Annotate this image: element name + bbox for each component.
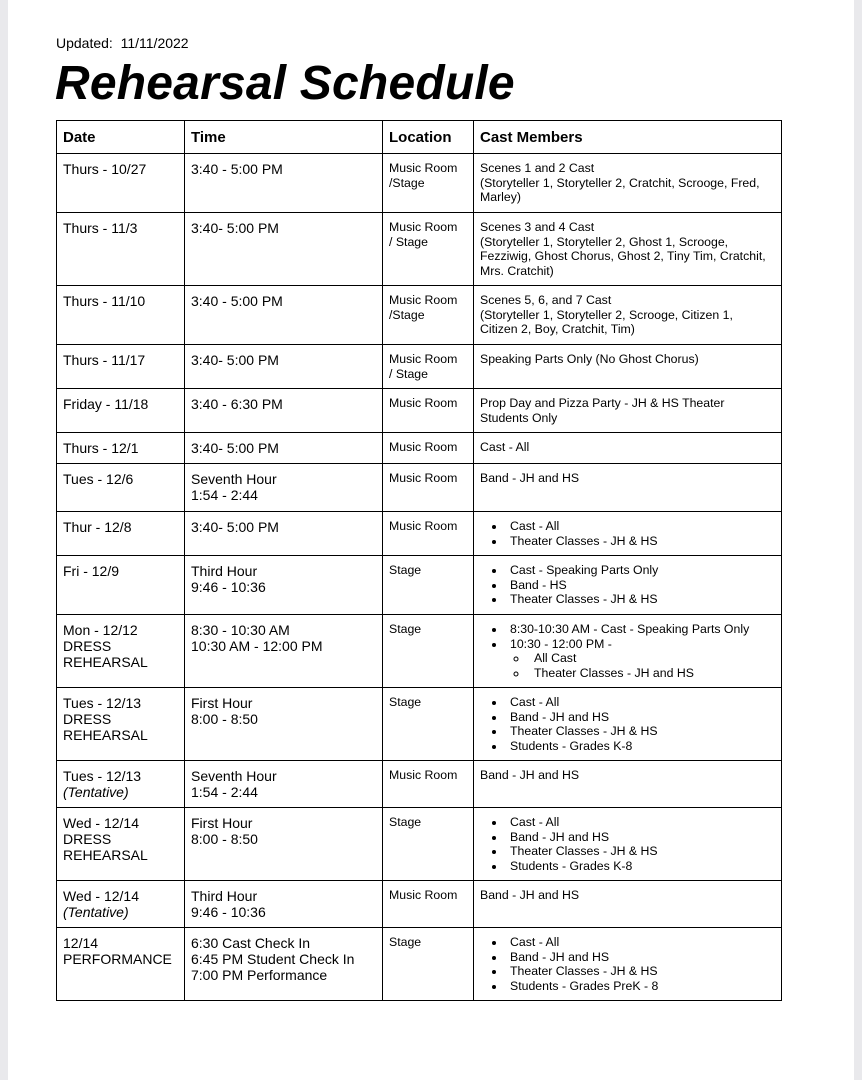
time-cell: 3:40 - 5:00 PM — [185, 286, 383, 345]
cast-text: Band - JH and HS — [480, 888, 580, 902]
cast-text: Speaking Parts Only (No Ghost Chorus) — [480, 352, 699, 366]
cast-list-item — [506, 815, 775, 830]
cast-list-item — [506, 964, 775, 979]
location-cell: Stage — [383, 928, 474, 1001]
cast-list-item-text: Cast - All — [510, 815, 560, 829]
cast-list-item — [506, 592, 775, 607]
time-cell: 3:40- 5:00 PM — [185, 345, 383, 389]
table-row — [57, 154, 782, 213]
cast-list-item — [506, 710, 775, 725]
location-cell: Music Room /Stage — [383, 286, 474, 345]
date-text: Thurs - 11/3 — [63, 220, 138, 236]
table-row — [57, 881, 782, 928]
cast-list-item-text: Theater Classes - JH & HS — [510, 724, 658, 738]
table-row — [57, 761, 782, 808]
table-row — [57, 512, 782, 556]
location-cell: Music Room — [383, 389, 474, 433]
cast-sub-list-item — [528, 666, 775, 681]
cast-sub-list-item-text: All Cast — [534, 651, 577, 665]
date-text: Thurs - 10/27 — [63, 161, 147, 177]
table-row — [57, 433, 782, 464]
date-text: Wed - 12/14 — [63, 888, 140, 904]
time-cell: Third Hour 9:46 - 10:36 — [185, 556, 383, 615]
date-cell — [57, 761, 185, 808]
date-cell — [57, 881, 185, 928]
cast-list-item-text: Cast - All — [510, 519, 560, 533]
time-cell: Seventh Hour 1:54 - 2:44 — [185, 761, 383, 808]
cast-list — [480, 622, 775, 651]
cast-text: Scenes 5, 6, and 7 Cast (Storyteller 1, Storyteller 2, Scrooge, Citizen 1, Citizen 2, Boy, Cratchit, Tim) — [480, 293, 733, 336]
date-cell — [57, 154, 185, 213]
date-text: Mon - 12/12 DRESS REHEARSAL — [63, 622, 148, 670]
table-row — [57, 345, 782, 389]
cast-list-item — [506, 844, 775, 859]
cast-list-item-text: Band - JH and HS — [510, 949, 610, 964]
cast-list-item — [506, 534, 775, 549]
cast-list-item-text: Band - HS — [510, 577, 567, 592]
cast-list-item — [506, 739, 775, 754]
cast-list — [480, 815, 775, 873]
cast-list-item — [506, 622, 775, 637]
cast-list-item — [506, 563, 775, 578]
cast-list-item — [506, 935, 775, 950]
time-cell: 3:40 - 6:30 PM — [185, 389, 383, 433]
cast-cell — [474, 213, 782, 286]
cast-list-item-text: Theater Classes - JH & HS — [510, 844, 658, 858]
table-row — [57, 688, 782, 761]
date-cell — [57, 389, 185, 433]
date-cell — [57, 464, 185, 512]
location-cell: Music Room — [383, 512, 474, 556]
header-cast-members: Cast Members — [474, 121, 782, 154]
date-cell — [57, 556, 185, 615]
table-header-row — [57, 121, 782, 154]
time-cell: First Hour 8:00 - 8:50 — [185, 688, 383, 761]
cast-list-item-text: Theater Classes - JH & HS — [510, 964, 658, 978]
cast-list-item-text: Theater Classes - JH & HS — [510, 533, 658, 548]
date-text: Thur - 12/8 — [63, 519, 132, 535]
time-cell: 3:40- 5:00 PM — [185, 512, 383, 556]
time-cell: Third Hour 9:46 - 10:36 — [185, 881, 383, 928]
updated-date: Updated: 11/11/2022 — [56, 35, 189, 51]
cast-cell — [474, 556, 782, 615]
header-time: Time — [185, 121, 383, 154]
cast-list-item-text: Cast - Speaking Parts Only — [510, 563, 659, 577]
date-note: (Tentative) — [63, 784, 129, 800]
cast-cell — [474, 688, 782, 761]
header-location: Location — [383, 121, 474, 154]
table-row — [57, 464, 782, 512]
date-cell — [57, 213, 185, 286]
cast-cell — [474, 615, 782, 688]
table-row — [57, 213, 782, 286]
cast-text: Band - JH and HS — [480, 768, 580, 782]
time-cell: 6:30 Cast Check In 6:45 PM Student Check In 7:00 PM Performance — [185, 928, 383, 1001]
cast-cell — [474, 433, 782, 464]
cast-list — [480, 935, 775, 993]
time-cell: 3:40 - 5:00 PM — [185, 154, 383, 213]
cast-cell — [474, 389, 782, 433]
time-cell: 3:40- 5:00 PM — [185, 213, 383, 286]
date-text: Thurs - 11/10 — [63, 293, 146, 309]
cast-list-item — [506, 519, 775, 534]
cast-list-item-text: Cast - All — [510, 935, 560, 949]
location-cell: Music Room — [383, 761, 474, 808]
location-cell: Stage — [383, 556, 474, 615]
table-row — [57, 808, 782, 881]
date-cell — [57, 345, 185, 389]
date-text: Friday - 11/18 — [63, 396, 149, 412]
cast-list — [480, 519, 775, 548]
cast-list-item — [506, 637, 775, 652]
cast-list-item — [506, 724, 775, 739]
cast-cell — [474, 345, 782, 389]
table-row — [57, 389, 782, 433]
cast-list-item-text: Theater Classes - JH & HS — [510, 592, 658, 606]
cast-cell — [474, 761, 782, 808]
cast-sub-list-item — [528, 651, 775, 666]
cast-list — [480, 563, 775, 607]
date-text: Wed - 12/14 DRESS REHEARSAL — [63, 815, 148, 863]
cast-cell — [474, 464, 782, 512]
cast-list-item — [506, 859, 775, 874]
cast-list-item — [506, 950, 775, 965]
cast-cell — [474, 512, 782, 556]
page-title: Rehearsal Schedule — [55, 57, 515, 110]
location-cell: Music Room — [383, 433, 474, 464]
cast-list-item — [506, 578, 775, 593]
document-page — [8, 0, 854, 1080]
location-cell: Stage — [383, 615, 474, 688]
date-cell — [57, 286, 185, 345]
cast-text: Prop Day and Pizza Party - JH & HS Theater Students Only — [480, 396, 725, 425]
cast-list-item — [506, 979, 775, 994]
cast-list-item — [506, 695, 775, 710]
cast-cell — [474, 154, 782, 213]
cast-list-item-text: 10:30 - 12:00 PM - — [510, 636, 612, 651]
date-cell — [57, 512, 185, 556]
time-cell: Seventh Hour 1:54 - 2:44 — [185, 464, 383, 512]
table-row — [57, 556, 782, 615]
date-text: 12/14 PERFORMANCE — [63, 935, 172, 967]
schedule-table — [56, 120, 782, 1001]
location-cell: Stage — [383, 808, 474, 881]
cast-text: Band - JH and HS — [480, 471, 580, 485]
date-text: Tues - 12/13 — [63, 768, 142, 784]
location-cell: Music Room — [383, 464, 474, 512]
date-text: Tues - 12/13 DRESS REHEARSAL — [63, 695, 148, 743]
cast-cell — [474, 808, 782, 881]
cast-cell — [474, 928, 782, 1001]
cast-cell — [474, 286, 782, 345]
header-date: Date — [57, 121, 185, 154]
table-row — [57, 286, 782, 345]
cast-cell — [474, 881, 782, 928]
table-row — [57, 928, 782, 1001]
cast-sub-list-item-text: Theater Classes - JH and HS — [534, 665, 694, 680]
location-cell: Music Room /Stage — [383, 154, 474, 213]
cast-text: Scenes 1 and 2 Cast (Storyteller 1, Storyteller 2, Cratchit, Scrooge, Fred, Marley) — [480, 161, 760, 204]
time-cell: 8:30 - 10:30 AM 10:30 AM - 12:00 PM — [185, 615, 383, 688]
cast-list-item-text: 8:30-10:30 AM - Cast - Speaking Parts Only — [510, 622, 750, 636]
cast-list — [480, 695, 775, 753]
date-text: Thurs - 12/1 — [63, 440, 139, 456]
date-text: Thurs - 11/17 — [63, 352, 146, 368]
date-text: Fri - 12/9 — [63, 563, 120, 579]
date-note: (Tentative) — [63, 904, 129, 920]
cast-list-item-text: Students - Grades K-8 — [510, 738, 633, 753]
cast-list-item-text: Students - Grades K-8 — [510, 858, 633, 873]
cast-list-item-text: Students - Grades PreK - 8 — [510, 978, 659, 993]
cast-list-item-text: Cast - All — [510, 695, 560, 709]
date-text: Tues - 12/6 — [63, 471, 134, 487]
location-cell: Stage — [383, 688, 474, 761]
time-cell: 3:40- 5:00 PM — [185, 433, 383, 464]
date-cell — [57, 928, 185, 1001]
cast-list-item — [506, 830, 775, 845]
time-cell: First Hour 8:00 - 8:50 — [185, 808, 383, 881]
cast-text: Scenes 3 and 4 Cast (Storyteller 1, Storyteller 2, Ghost 1, Scrooge, Fezziwig, Ghost Chorus, Ghost 2, Tiny Tim, Cratchit, Mrs. Cratchit) — [480, 220, 766, 278]
location-cell: Music Room / Stage — [383, 213, 474, 286]
date-cell — [57, 808, 185, 881]
cast-sub-list — [480, 651, 775, 680]
cast-list-item-text: Band - JH and HS — [510, 709, 610, 724]
table-row — [57, 615, 782, 688]
cast-text: Cast - All — [480, 440, 530, 454]
location-cell: Music Room — [383, 881, 474, 928]
location-cell: Music Room / Stage — [383, 345, 474, 389]
cast-list-item-text: Band - JH and HS — [510, 829, 610, 844]
date-cell — [57, 433, 185, 464]
date-cell — [57, 688, 185, 761]
date-cell — [57, 615, 185, 688]
